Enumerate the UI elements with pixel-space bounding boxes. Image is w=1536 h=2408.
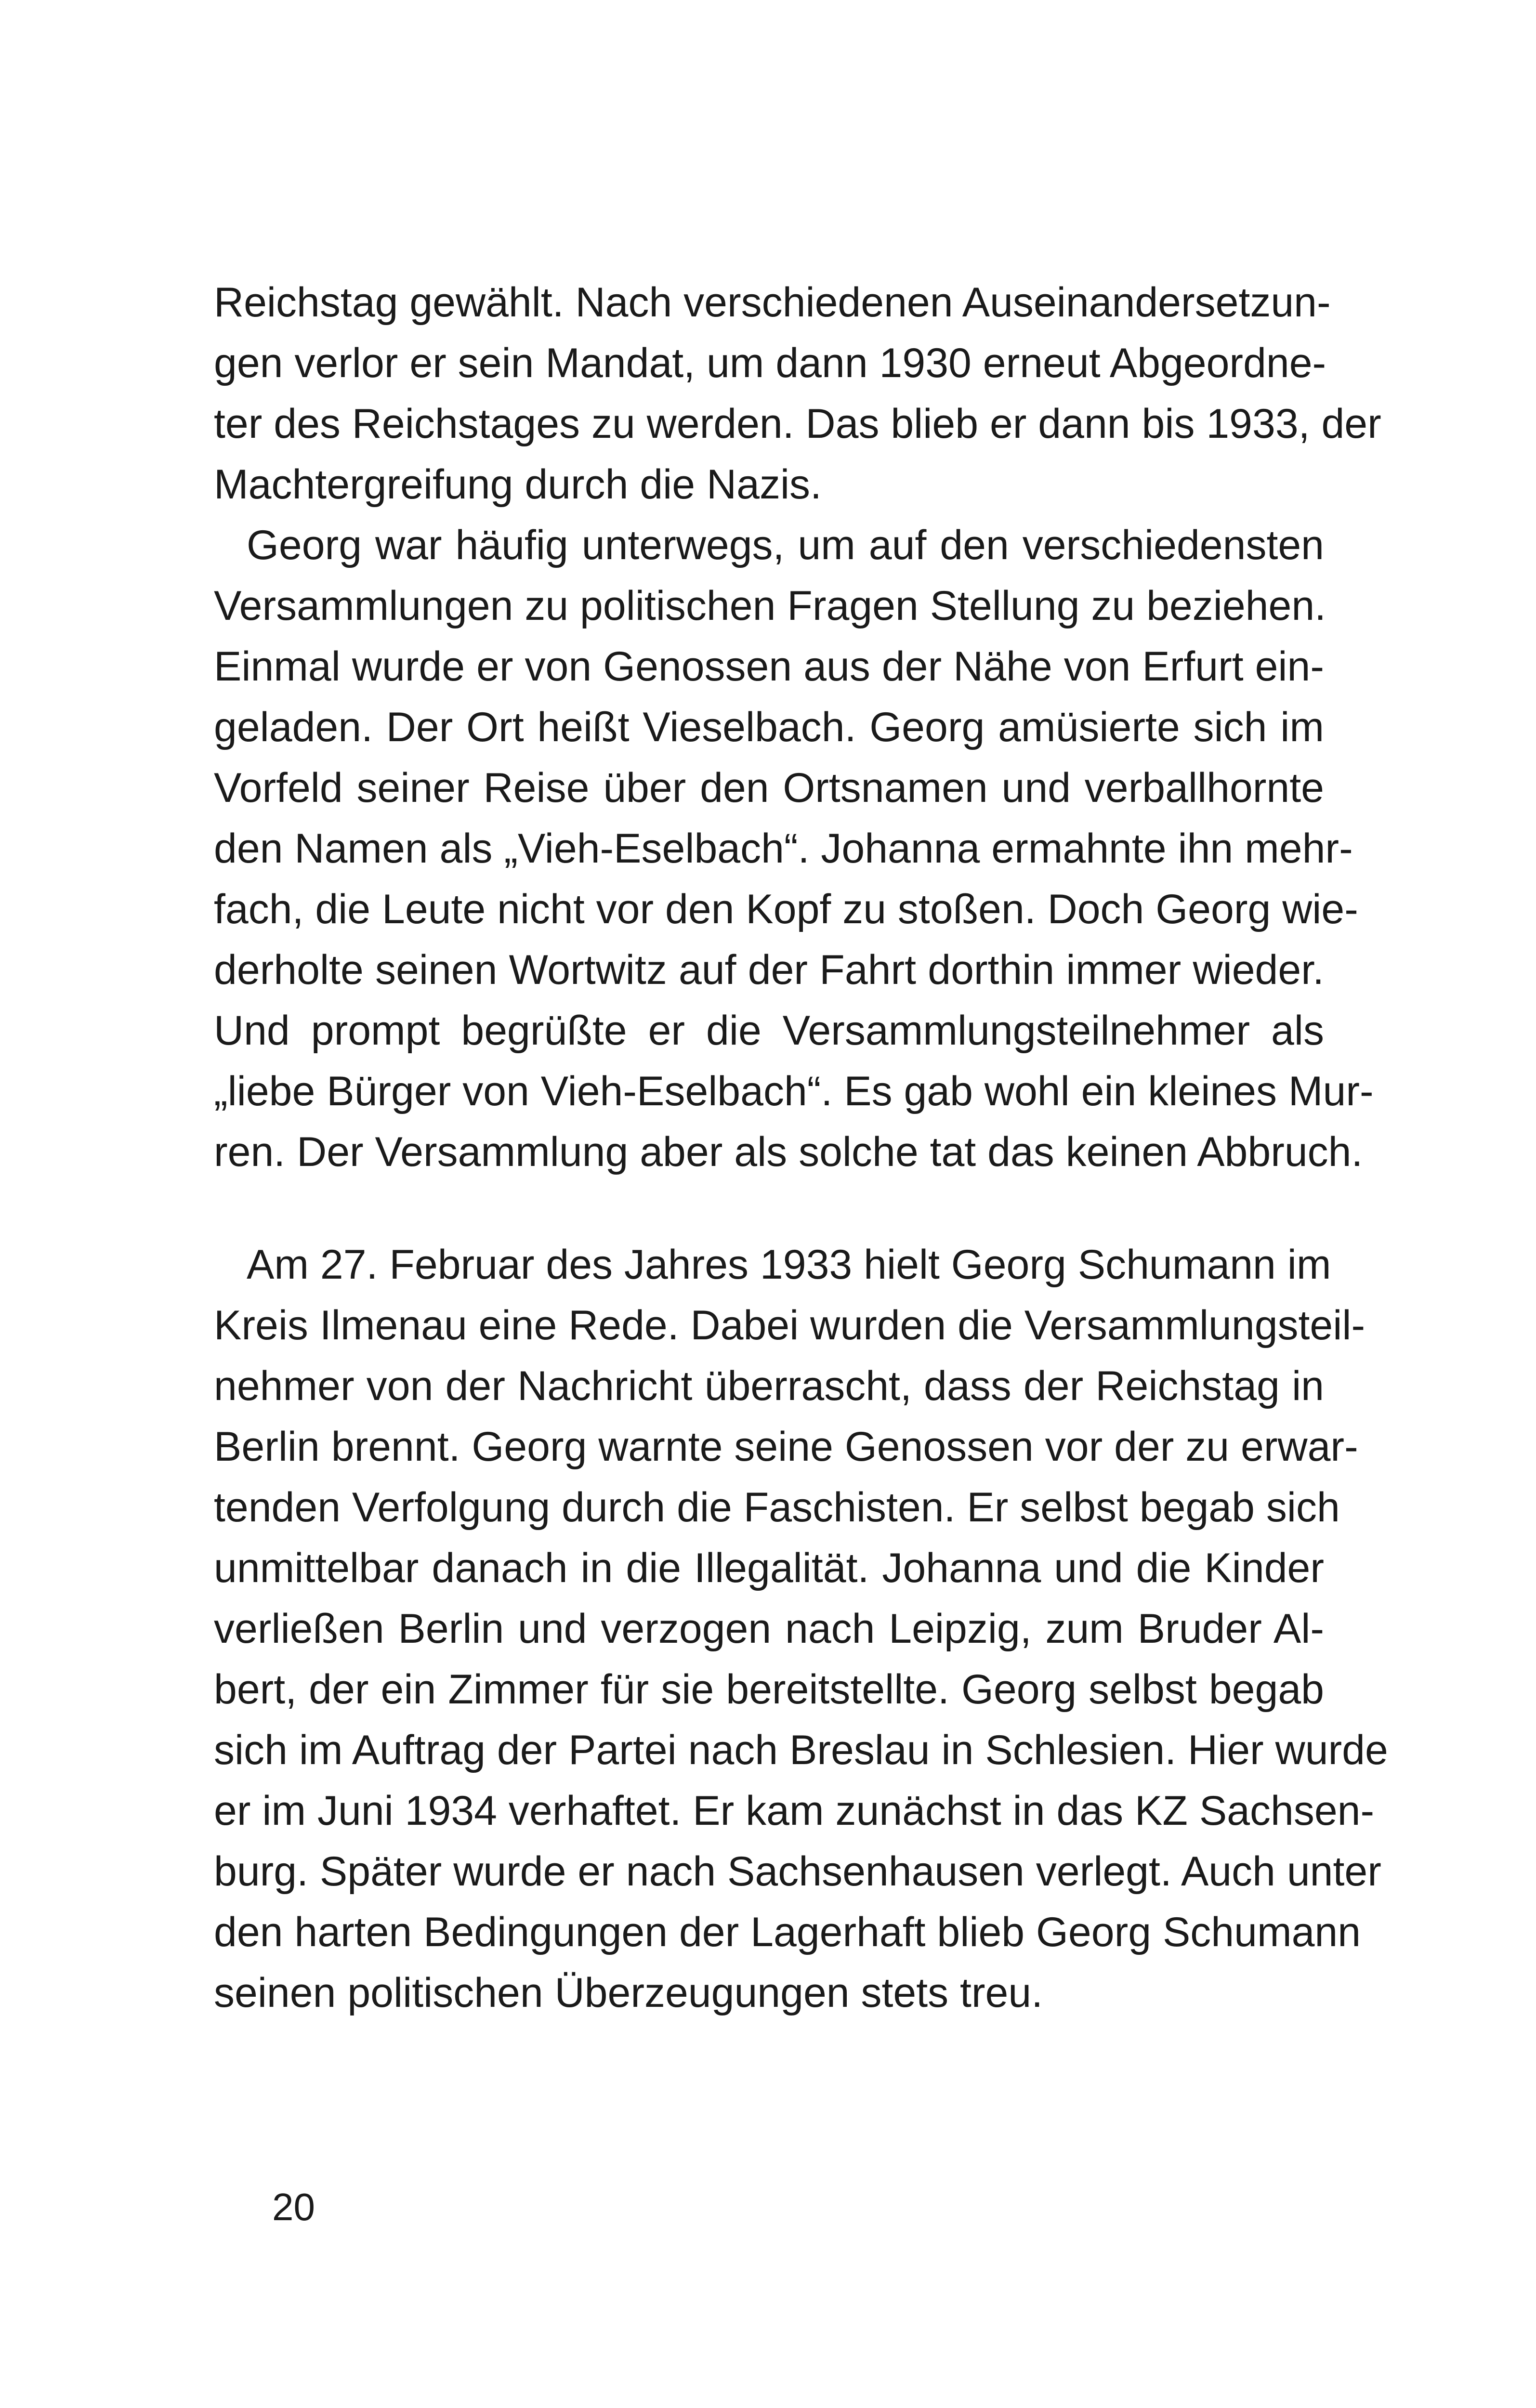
text-line: geladen. Der Ort heißt Vieselbach. Georg amüsierte sich im [214, 704, 1324, 750]
text-line: fach, die Leute nicht vor den Kopf zu stoßen. Doch Georg wie- [214, 886, 1358, 932]
text-line: tenden Verfolgung durch die Faschisten. Er selbst begab sich [214, 1484, 1340, 1531]
text-block-lower [214, 1234, 1388, 2023]
text-line: Georg war häufig unterwegs, um auf den verschiedensten [247, 522, 1324, 568]
text-line: Und prompt begrüßte er die Versammlungsteilnehmer als [214, 1008, 1324, 1054]
text-block-upper [214, 272, 1381, 1182]
text-line: seinen politischen Überzeugungen stets treu. [214, 1970, 1043, 2016]
text-line: nehmer von der Nachricht überrascht, dass der Reichstag in [214, 1363, 1324, 1409]
text-line: gen verlor er sein Mandat, um dann 1930 erneut Abgeordne- [214, 340, 1326, 386]
text-line: sich im Auftrag der Partei nach Breslau in Schlesien. Hier wurde [214, 1727, 1388, 1773]
text-line: derholte seinen Wortwitz auf der Fahrt dorthin immer wieder. [214, 947, 1324, 993]
text-line: Versammlungen zu politischen Fragen Stellung zu beziehen. [214, 583, 1326, 629]
text-line: Machtergreifung durch die Nazis. [214, 461, 822, 508]
text-line: ter des Reichstages zu werden. Das blieb er dann bis 1933, der [214, 401, 1381, 447]
text-line: ren. Der Versammlung aber als solche tat das keinen Abbruch. [214, 1129, 1363, 1175]
text-line: Reichstag gewählt. Nach verschiedenen Auseinandersetzun- [214, 279, 1331, 326]
page-number: 20 [272, 2186, 315, 2228]
text-line: „liebe Bürger von Vieh-Eselbach“. Es gab wohl ein kleines Mur- [214, 1068, 1374, 1114]
text-line: er im Juni 1934 verhaftet. Er kam zunächst in das KZ Sachsen- [214, 1788, 1375, 1834]
text-line: den Namen als „Vieh-Eselbach“. Johanna ermahnte ihn mehr- [214, 825, 1353, 872]
text-line: Am 27. Februar des Jahres 1933 hielt Georg Schumann im [247, 1242, 1331, 1288]
text-line: unmittelbar danach in die Illegalität. Johanna und die Kinder [214, 1545, 1324, 1591]
text-line: Berlin brennt. Georg warnte seine Genossen vor der zu erwar- [214, 1424, 1358, 1470]
text-line: Vorfeld seiner Reise über den Ortsnamen und verballhornte [214, 765, 1324, 811]
text-line: burg. Später wurde er nach Sachsenhausen verlegt. Auch unter [214, 1848, 1381, 1895]
text-line: Kreis Ilmenau eine Rede. Dabei wurden die Versammlungsteil- [214, 1302, 1365, 1348]
text-line: bert, der ein Zimmer für sie bereitstellte. Georg selbst begab [214, 1666, 1324, 1713]
text-line: Einmal wurde er von Genossen aus der Nähe von Erfurt ein- [214, 643, 1324, 690]
text-line: verließen Berlin und verzogen nach Leipzig, zum Bruder Al- [214, 1606, 1324, 1652]
text-line: den harten Bedingungen der Lagerhaft blieb Georg Schumann [214, 1909, 1361, 1955]
